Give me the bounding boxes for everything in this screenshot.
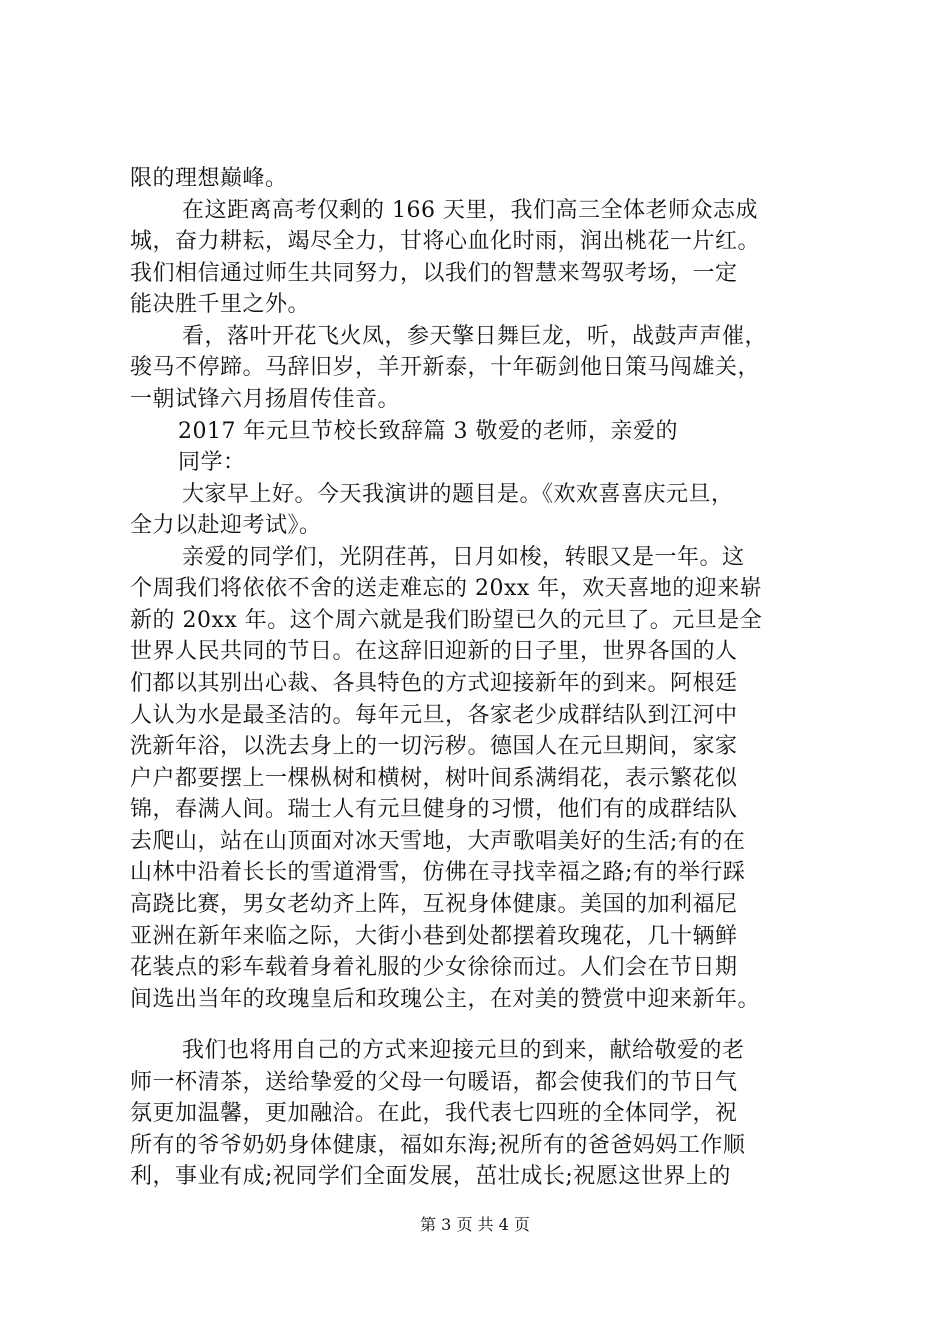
text-line: 洗新年浴，以洗去身上的一切污秽。德国人在元旦期间，家家 (130, 734, 738, 759)
text-line: 利，事业有成;祝同学们全面发展，茁壮成长;祝愿这世界上的 (130, 1164, 731, 1189)
text-line: 锦，春满人间。瑞士人有元旦健身的习惯，他们有的成群结队 (130, 797, 738, 822)
section-heading: 2017 年元旦节校长致辞篇 3 敬爱的老师，亲爱的 (178, 419, 678, 444)
text-line: 我们相信通过师生共同努力，以我们的智慧来驾驭考场，一定 (130, 261, 738, 286)
text-line: 人认为水是最圣洁的。每年元旦，各家老少成群结队到江河中 (130, 703, 738, 728)
paragraph-first-line: 在这距离高考仅剩的 166 天里，我们高三全体老师众志成 (182, 198, 758, 223)
text-line: 一朝试锋六月扬眉传佳音。 (130, 387, 401, 412)
text-line: 全力以赴迎考试》。 (130, 513, 322, 538)
text-line: 能决胜千里之外。 (130, 292, 311, 317)
text-line: 个周我们将依依不舍的送走难忘的 20xx 年，欢天喜地的迎来崭 (130, 576, 763, 601)
paragraph-first-line: 看，落叶开花飞火凤，参天擎日舞巨龙，听，战鼓声声催， (182, 324, 768, 349)
text-line: 限的理想巅峰。 (130, 166, 288, 191)
text-line: 世界人民共同的节日。在这辞旧迎新的日子里，世界各国的人 (130, 639, 738, 664)
text-line: 高跷比赛，男女老幼齐上阵，互祝身体健康。美国的加利福尼 (130, 892, 738, 917)
paragraph-first-line: 我们也将用自己的方式来迎接元旦的到来，献给敬爱的老 (182, 1038, 745, 1063)
text-line: 亚洲在新年来临之际，大街小巷到处都摆着玫瑰花，几十辆鲜 (130, 924, 738, 949)
text-line: 氛更加温馨，更加融洽。在此，我代表七四班的全体同学，祝 (130, 1101, 738, 1126)
paragraph-first-line: 亲爱的同学们，光阴荏苒，日月如梭，转眼又是一年。这 (182, 545, 745, 570)
text-line: 户户都要摆上一棵枞树和横树，树叶间系满绢花，表示繁花似 (130, 766, 738, 791)
paragraph-first-line: 大家早上好。今天我演讲的题目是。《欢欢喜喜庆元旦， (182, 482, 734, 507)
text-line: 新的 20xx 年。这个周六就是我们盼望已久的元旦了。元旦是全 (130, 608, 763, 633)
text-line: 花装点的彩车载着身着礼服的少女徐徐而过。人们会在节日期 (130, 955, 738, 980)
text-line: 去爬山，站在山顶面对冰天雪地，大声歌唱美好的生活;有的在 (130, 829, 746, 854)
page-footer: 第 3 页 共 4 页 (420, 1215, 530, 1234)
text-line: 们都以其别出心裁、各具特色的方式迎接新年的到来。阿根廷 (130, 671, 738, 696)
text-line: 间选出当年的玫瑰皇后和玫瑰公主，在对美的赞赏中迎来新年。 (130, 987, 761, 1012)
section-heading: 同学： (178, 450, 246, 475)
text-line: 城，奋力耕耘，竭尽全力，甘将心血化时雨，润出桃花一片红。 (130, 229, 761, 254)
text-line: 所有的爷爷奶奶身体健康，福如东海;祝所有的爸爸妈妈工作顺 (130, 1133, 746, 1158)
text-line: 山林中沿着长长的雪道滑雪，仿佛在寻找幸福之路;有的举行踩 (130, 860, 746, 885)
text-line: 骏马不停蹄。马辞旧岁，羊开新泰，十年砺剑他日策马闯雄关， (130, 355, 761, 380)
text-line: 师一杯清茶，送给挚爱的父母一句暖语，都会使我们的节日气 (130, 1070, 738, 1095)
